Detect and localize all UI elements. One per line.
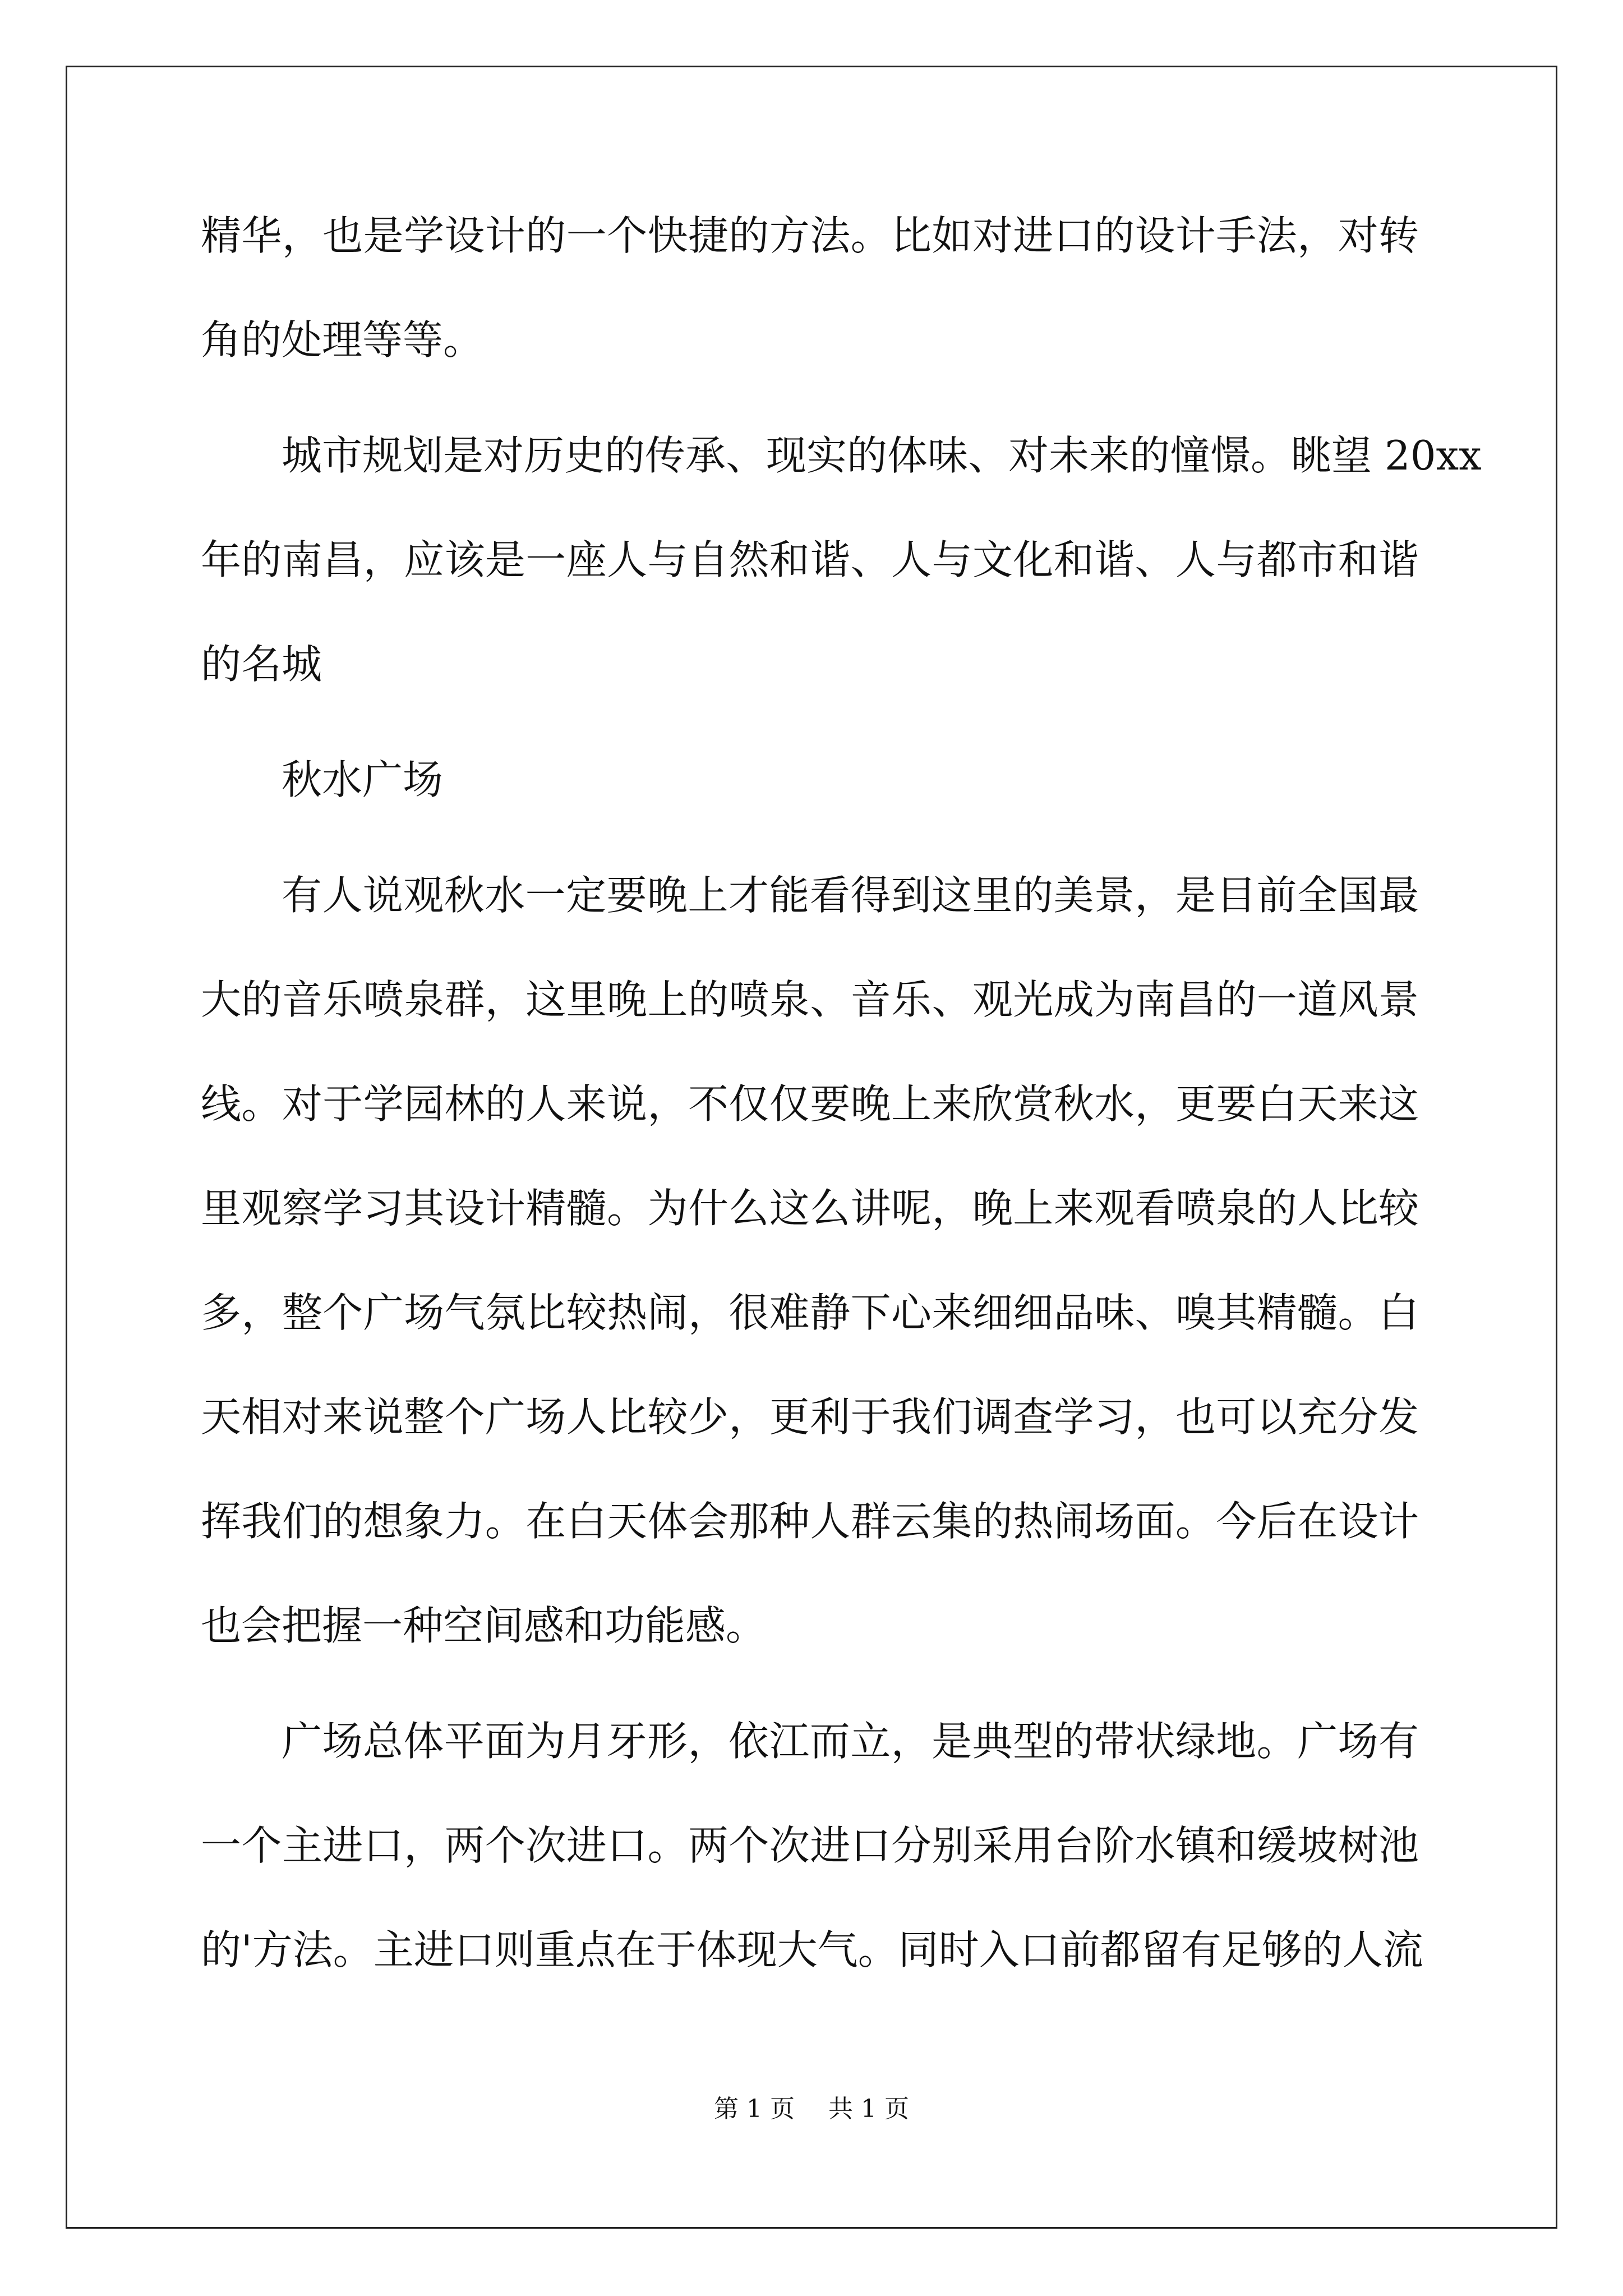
text-line: 广场总体平面为月牙形，依江而立，是典型的带状绿地。广场有: [282, 1718, 1419, 1765]
text-line: 大的音乐喷泉群，这里晚上的喷泉、音乐、观光成为南昌的一道风景: [201, 976, 1419, 1023]
page-footer: [0, 2092, 1623, 2126]
text-line: 线。对于学园林的人来说，不仅仅要晚上来欣赏秋水，更要白天来这: [201, 1080, 1419, 1128]
text-line: 里观察学习其设计精髓。为什么这么讲呢，晚上来观看喷泉的人比较: [201, 1185, 1419, 1232]
text-line: 角的处理等等。: [201, 316, 484, 364]
text-line: 一个主进口，两个次进口。两个次进口分别采用台阶水镇和缓坡树池: [201, 1822, 1419, 1869]
section-heading: 秋水广场: [282, 756, 444, 803]
text-line: 挥我们的想象力。在白天体会那种人群云集的热闹场面。今后在设计: [201, 1498, 1419, 1545]
page-number-total: 共 1 页: [828, 2095, 909, 2123]
page-number-current: 第 1 页: [714, 2095, 795, 2123]
text-line: 有人说观秋水一定要晚上才能看得到这里的美景，是目前全国最: [282, 872, 1419, 919]
text-line: 年的南昌，应该是一座人与自然和谐、人与文化和谐、人与都市和谐: [201, 536, 1419, 583]
text-line: 城市规划是对历史的传承、现实的体味、对未来的憧憬。眺望 20xx: [282, 432, 1482, 479]
text-line: 多，整个广场气氛比较热闹，很难静下心来细细品味、嗅其精髓。白: [201, 1289, 1419, 1336]
text-line: 的'方法。主进口则重点在于体现大气。同时入口前都留有足够的人流: [201, 1926, 1423, 1973]
text-line: 天相对来说整个广场人比较少，更利于我们调查学习，也可以充分发: [201, 1393, 1419, 1441]
page-border: [66, 66, 1557, 2229]
text-line: 精华，也是学设计的一个快捷的方法。比如对进口的设计手法，对转: [201, 212, 1419, 259]
text-line: 也会把握一种空间感和功能感。: [201, 1602, 767, 1649]
text-line: 的名城: [201, 641, 322, 688]
